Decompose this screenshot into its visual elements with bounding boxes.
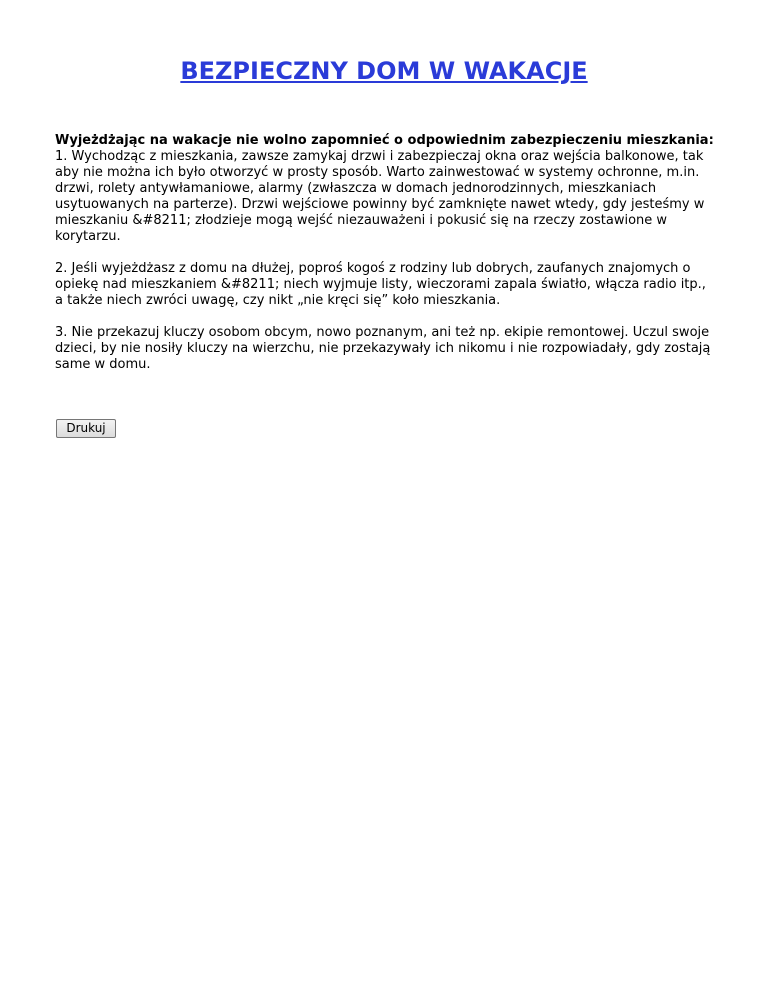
print-button[interactable]: Drukuj xyxy=(56,419,116,438)
paragraph-2: 2. Jeśli wyjeżdżasz z domu na dłużej, poproś kogoś z rodziny lub dobrych, zaufanych znajomych o opiekę nad mieszkaniem &#8211; niech wyjmuje listy, wieczorami zapala światło, włącza radio itp., a także niech zwróci uwagę, czy nikt „nie kręci się” koło mieszkania. xyxy=(55,261,706,308)
page-title[interactable]: BEZPIECZNY DOM W WAKACJE xyxy=(180,57,588,85)
article-body xyxy=(55,133,717,389)
paragraph-1-text: 1. Wychodząc z mieszkania, zawsze zamykaj drzwi i zabezpieczaj okna oraz wejścia balkonowe, tak aby nie można ich było otworzyć w prosty sposób. Warto zainwestować w systemy ochronne, m.in. drzwi, rolety antywłamaniowe, alarmy (zwłaszcza w domach jednorodzinnych, mieszkaniach usytuowanych na parterze). Drzwi wejściowe powinny być zamknięte nawet wtedy, gdy jesteśmy w mieszkaniu &#8211; złodzieje mogą wejść niezauważeni i pokusić się na rzeczy zostawione w korytarzu. xyxy=(55,149,705,244)
paragraph-1 xyxy=(55,133,717,245)
paragraph-3: 3. Nie przekazuj kluczy osobom obcym, nowo poznanym, ani też np. ekipie remontowej. Uczul swoje dzieci, by nie nosiły kluczy na wierzchu, nie przekazywały ich nikomu i nie rozpowiadały, gdy zostają same w domu. xyxy=(55,325,711,372)
title-container xyxy=(0,56,768,86)
intro-heading: Wyjeżdżając na wakacje nie wolno zapomnieć o odpowiednim zabezpieczeniu mieszkania: xyxy=(55,133,714,148)
